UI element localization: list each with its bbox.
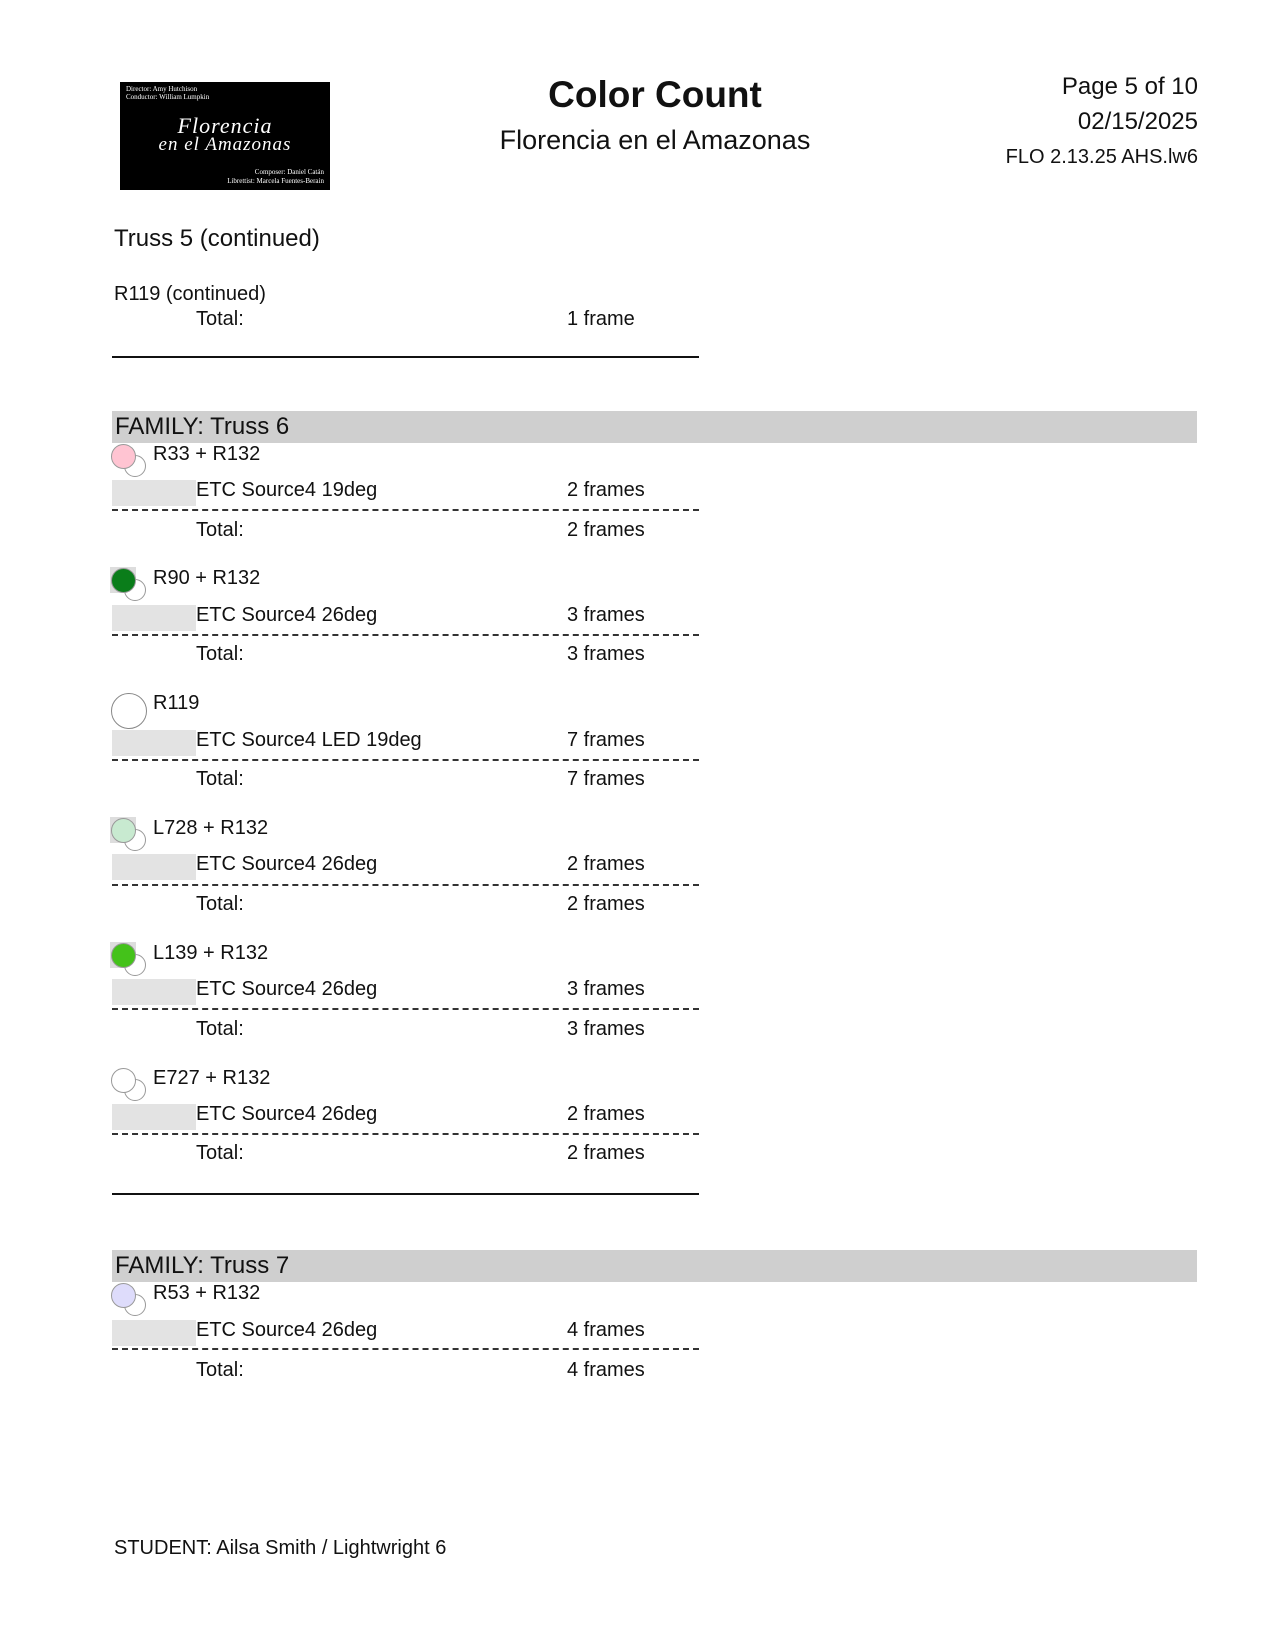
instrument-cell [112, 979, 196, 1005]
instrument-cell [112, 1104, 196, 1130]
instrument-cell [112, 480, 196, 506]
logo-librettist: Librettist: Marcela Fuentes-Berain [227, 177, 324, 185]
total-value: 7 frames [567, 768, 645, 790]
color-name: R53 + R132 [153, 1282, 261, 1304]
continued-total-value: 1 frame [567, 308, 635, 330]
dashed-divider [112, 1133, 699, 1135]
instrument-count: 3 frames [567, 604, 645, 626]
family-divider [112, 1193, 699, 1195]
color-name: R90 + R132 [153, 567, 261, 589]
continued-total-label: Total: [196, 308, 244, 330]
color-swatch [111, 943, 149, 979]
color-swatch [111, 693, 149, 729]
gel-circle [111, 568, 136, 593]
logo-conductor: Conductor: William Lumpkin [126, 93, 210, 101]
instrument-type: ETC Source4 26deg [196, 1319, 378, 1341]
dashed-divider [112, 634, 699, 636]
gel-circle [111, 444, 136, 469]
dashed-divider [112, 884, 699, 886]
instrument-cell [112, 605, 196, 631]
color-name: E727 + R132 [153, 1067, 271, 1089]
instrument-count: 2 frames [567, 853, 645, 875]
page-number: Page 5 of 10 [1061, 73, 1198, 100]
gel-circle [111, 693, 147, 729]
file-name: FLO 2.13.25 AHS.lw6 [1005, 146, 1198, 168]
report-date: 02/15/2025 [1077, 108, 1198, 135]
instrument-cell [112, 1320, 196, 1346]
total-label: Total: [196, 643, 244, 665]
logo-composer: Composer: Daniel Catán [254, 168, 324, 176]
dashed-divider [112, 1008, 699, 1010]
instrument-type: ETC Source4 LED 19deg [196, 729, 422, 751]
family-label: FAMILY: Truss 7 [115, 1252, 290, 1279]
instrument-count: 3 frames [567, 978, 645, 1000]
section-heading-continued: Truss 5 (continued) [114, 225, 320, 252]
instrument-count: 7 frames [567, 729, 645, 751]
footer-credit: STUDENT: Ailsa Smith / Lightwright 6 [114, 1537, 447, 1559]
color-name: R33 + R132 [153, 443, 261, 465]
continued-color-name: R119 (continued) [114, 283, 266, 305]
color-swatch [111, 1283, 149, 1319]
report-subtitle: Florencia en el Amazonas [499, 125, 811, 155]
total-value: 2 frames [567, 1142, 645, 1164]
instrument-type: ETC Source4 26deg [196, 978, 378, 1000]
report-title: Color Count [548, 74, 762, 115]
dashed-divider [112, 509, 699, 511]
total-label: Total: [196, 1018, 244, 1040]
color-swatch [111, 818, 149, 854]
instrument-count: 2 frames [567, 479, 645, 501]
total-value: 4 frames [567, 1359, 645, 1381]
dashed-divider [112, 1348, 699, 1350]
total-value: 3 frames [567, 1018, 645, 1040]
instrument-count: 4 frames [567, 1319, 645, 1341]
logo-title-line1: Florencia [177, 113, 273, 138]
total-label: Total: [196, 768, 244, 790]
total-label: Total: [196, 519, 244, 541]
total-label: Total: [196, 1142, 244, 1164]
family-header [112, 411, 1197, 443]
instrument-cell [112, 854, 196, 880]
color-name: L728 + R132 [153, 817, 269, 839]
instrument-type: ETC Source4 26deg [196, 604, 378, 626]
total-value: 2 frames [567, 893, 645, 915]
color-swatch [111, 444, 149, 480]
total-value: 3 frames [567, 643, 645, 665]
instrument-count: 2 frames [567, 1103, 645, 1125]
instrument-type: ETC Source4 26deg [196, 853, 378, 875]
total-label: Total: [196, 1359, 244, 1381]
instrument-cell [112, 730, 196, 756]
color-name: L139 + R132 [153, 942, 269, 964]
total-value: 2 frames [567, 519, 645, 541]
family-header [112, 1250, 1197, 1282]
color-swatch [111, 1068, 149, 1104]
family-label: FAMILY: Truss 6 [115, 413, 290, 440]
instrument-type: ETC Source4 19deg [196, 479, 378, 501]
gel-circle [111, 1068, 136, 1093]
gel-circle [111, 943, 136, 968]
total-label: Total: [196, 893, 244, 915]
gel-circle [111, 1283, 136, 1308]
color-swatch [111, 568, 149, 604]
logo-director: Director: Amy Hutchison [126, 85, 198, 93]
logo-credits-bottom [227, 168, 324, 186]
logo-title-line2: en el Amazonas [158, 134, 292, 155]
dashed-divider [112, 759, 699, 761]
instrument-type: ETC Source4 26deg [196, 1103, 378, 1125]
color-name: R119 [153, 692, 200, 714]
gel-circle [111, 818, 136, 843]
section-divider [112, 356, 699, 358]
